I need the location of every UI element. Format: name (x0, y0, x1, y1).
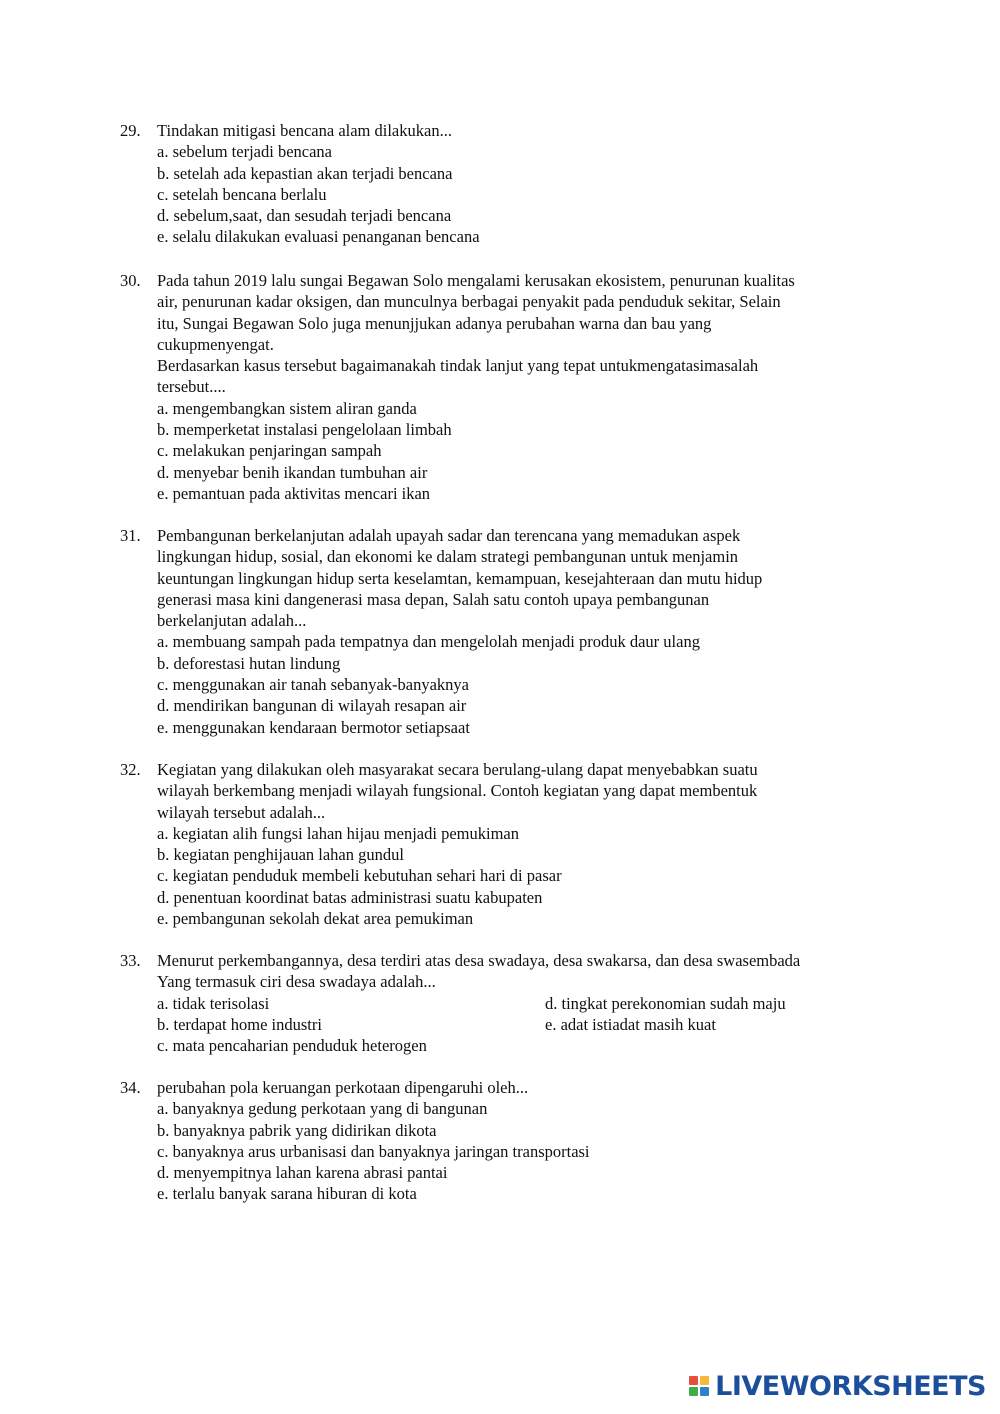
question-34 (120, 1077, 890, 1205)
option-a[interactable]: a. sebelum terjadi bencana (157, 142, 332, 162)
option-d[interactable]: d. mendirikan bangunan di wilayah resapan air (157, 696, 467, 716)
option-d[interactable]: d. menyebar benih ikandan tumbuhan air (157, 462, 428, 482)
option-e[interactable]: e. adat istiadat masih kuat (545, 1014, 716, 1034)
option-c[interactable]: c. setelah bencana berlalu (157, 184, 327, 204)
question-stem-line: Kegiatan yang dilakukan oleh masyarakat secara berulang-ulang dapat menyebabkan suatu (157, 760, 758, 779)
question-stem-line: berkelanjutan adalah... (157, 611, 307, 631)
question-stem-line: wilayah tersebut adalah... (157, 802, 326, 822)
watermark-text: LIVEWORKSHEETS (715, 1370, 986, 1402)
option-a[interactable]: a. banyaknya gedung perkotaan yang di bangunan (157, 1099, 488, 1119)
liveworksheets-watermark (689, 1366, 986, 1406)
liveworksheets-logo-icon (689, 1376, 709, 1396)
question-stem-line: keuntungan lingkungan hidup serta keselamtan, kemampuan, kesejahteraan dan mutu hidup (157, 568, 763, 588)
option-b[interactable]: b. setelah ada kepastian akan terjadi bencana (157, 163, 453, 183)
question-stem-line: cukupmenyengat. (157, 334, 274, 354)
option-c[interactable]: c. menggunakan air tanah sebanyak-banyaknya (157, 675, 469, 695)
option-d[interactable]: d. tingkat perekonomian sudah maju (545, 993, 786, 1013)
logo-square (689, 1376, 698, 1385)
question-29 (120, 120, 890, 248)
question-stem-line: lingkungan hidup, sosial, dan ekonomi ke dalam strategi pembangunan untuk menjamin (157, 547, 739, 567)
option-e[interactable]: e. terlalu banyak sarana hiburan di kota (157, 1184, 417, 1204)
option-e[interactable]: e. selalu dilakukan evaluasi penanganan bencana (157, 227, 480, 247)
option-c[interactable]: c. kegiatan penduduk membeli kebutuhan sehari hari di pasar (157, 866, 562, 886)
option-d[interactable]: d. penentuan koordinat batas administrasi suatu kabupaten (157, 887, 543, 907)
option-b[interactable]: b. banyaknya pabrik yang didirikan dikota (157, 1120, 437, 1140)
option-c[interactable]: c. banyaknya arus urbanisasi dan banyaknya jaringan transportasi (157, 1141, 590, 1161)
question-32 (120, 759, 890, 929)
option-b[interactable]: b. terdapat home industri (157, 1014, 322, 1034)
logo-square (700, 1376, 709, 1385)
question-number: 34. (120, 1078, 141, 1097)
option-a[interactable]: a. mengembangkan sistem aliran ganda (157, 398, 417, 418)
option-b[interactable]: b. deforestasi hutan lindung (157, 653, 341, 673)
option-c[interactable]: c. mata pencaharian penduduk heterogen (157, 1036, 427, 1056)
option-a[interactable]: a. tidak terisolasi (157, 993, 270, 1013)
question-number: 33. (120, 951, 141, 970)
question-stem-line: wilayah berkembang menjadi wilayah fungsional. Contoh kegiatan yang dapat membentuk (157, 781, 758, 801)
question-stem: perubahan pola keruangan perkotaan dipengaruhi oleh... (157, 1078, 529, 1097)
option-c[interactable]: c. melakukan penjaringan sampah (157, 441, 382, 461)
question-number: 32. (120, 760, 141, 779)
option-e[interactable]: e. pembangunan sekolah dekat area pemukiman (157, 909, 474, 929)
logo-square (700, 1387, 709, 1396)
question-stem-line: itu, Sungai Begawan Solo juga menunjjukan adanya perubahan warna dan bau yang (157, 313, 712, 333)
option-d[interactable]: d. menyempitnya lahan karena abrasi pantai (157, 1163, 448, 1183)
question-30 (120, 270, 890, 504)
option-d[interactable]: d. sebelum,saat, dan sesudah terjadi bencana (157, 206, 452, 226)
option-b[interactable]: b. kegiatan penghijauan lahan gundul (157, 845, 404, 865)
question-stem-line: Pada tahun 2019 lalu sungai Begawan Solo mengalami kerusakan ekosistem, penurunan kualitas (157, 271, 795, 290)
question-31 (120, 525, 890, 738)
question-stem: Tindakan mitigasi bencana alam dilakukan... (157, 121, 452, 140)
option-a[interactable]: a. kegiatan alih fungsi lahan hijau menjadi pemukiman (157, 823, 519, 843)
question-stem-line: Yang termasuk ciri desa swadaya adalah... (157, 972, 436, 992)
question-stem-line: Menurut perkembangannya, desa terdiri atas desa swadaya, desa swakarsa, dan desa swasembada (157, 951, 801, 970)
question-stem-line: Pembangunan berkelanjutan adalah upayah sadar dan terencana yang memadukan aspek (157, 526, 741, 545)
question-stem-line: Berdasarkan kasus tersebut bagaimanakah tindak lanjut yang tepat untukmengatasimasalah (157, 356, 759, 376)
question-number: 29. (120, 121, 141, 140)
option-b[interactable]: b. memperketat instalasi pengelolaan limbah (157, 420, 452, 440)
option-e[interactable]: e. menggunakan kendaraan bermotor setiapsaat (157, 717, 470, 737)
question-stem-line: generasi masa kini dangenerasi masa depan, Salah satu contoh upaya pembangunan (157, 589, 710, 609)
option-e[interactable]: e. pemantuan pada aktivitas mencari ikan (157, 483, 431, 503)
question-33 (120, 950, 890, 1056)
question-number: 30. (120, 271, 141, 290)
question-number: 31. (120, 526, 141, 545)
question-stem-line: air, penurunan kadar oksigen, dan munculnya berbagai penyakit pada penduduk sekitar, Selain (157, 292, 781, 312)
option-a[interactable]: a. membuang sampah pada tempatnya dan mengelolah menjadi produk daur ulang (157, 632, 700, 652)
options-grid (157, 993, 890, 1057)
logo-square (689, 1387, 698, 1396)
question-stem-line: tersebut.... (157, 377, 226, 397)
